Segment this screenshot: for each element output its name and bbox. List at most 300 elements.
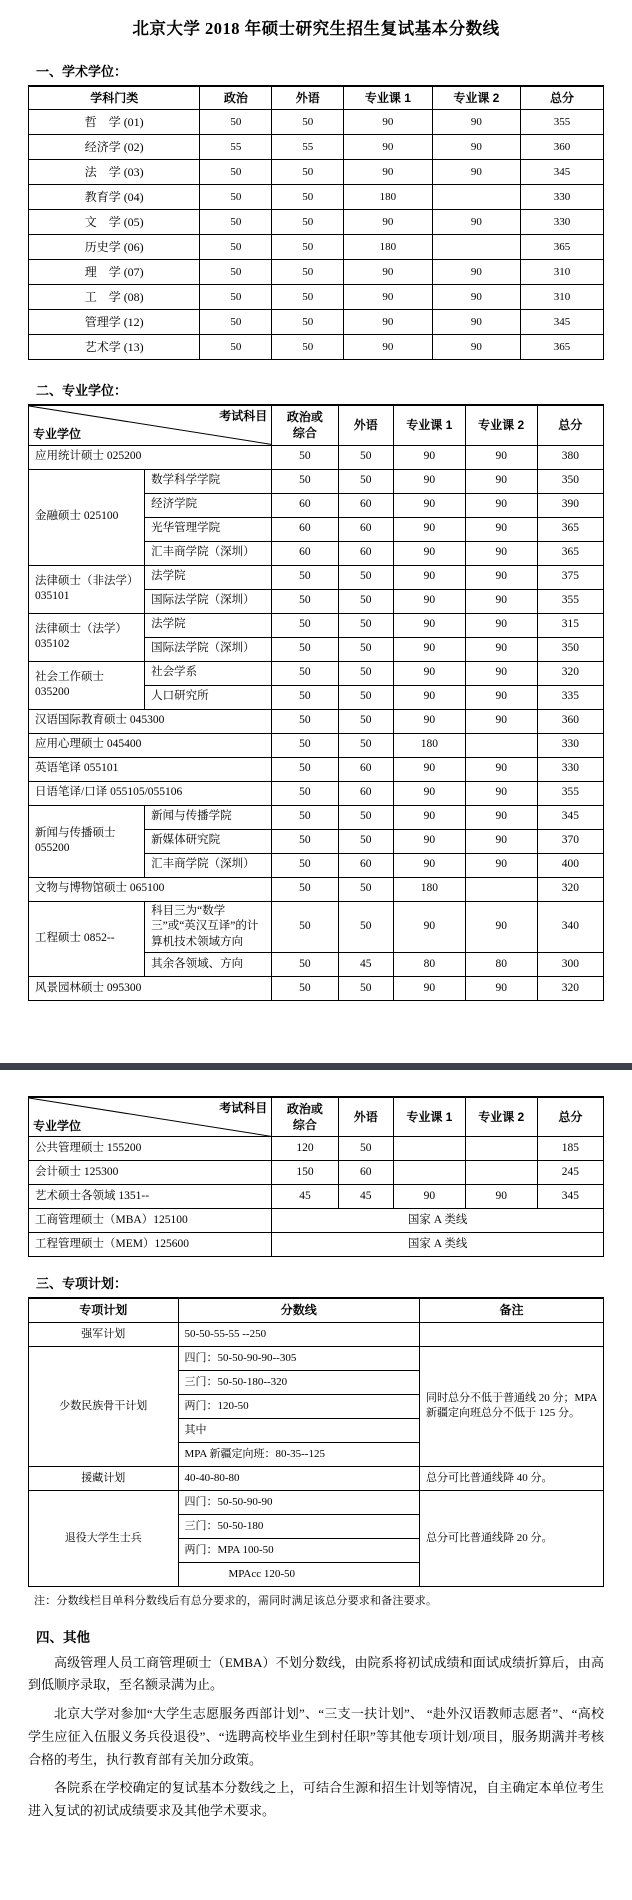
cell-zy2: 90 xyxy=(465,637,537,661)
table-row xyxy=(29,781,604,805)
cell-school: 社会学系 xyxy=(145,661,272,685)
cell-subject: 工 学 (08) xyxy=(29,285,200,310)
cell-zhengzhi: 50 xyxy=(272,637,338,661)
cell-school: 经济学院 xyxy=(145,493,272,517)
cell-zy1: 90 xyxy=(344,135,432,160)
section-4-heading: 四、其他 xyxy=(36,1629,90,1645)
col-major1: 专业课 1 xyxy=(393,1097,465,1137)
cell-total: 350 xyxy=(537,469,603,493)
col-subject: 学科门类 xyxy=(29,86,200,110)
cell-school: 其余各领域、方向 xyxy=(145,953,272,977)
cell-waiyu: 50 xyxy=(338,637,393,661)
cell-zy2: 90 xyxy=(465,1185,537,1209)
cell-zy2: 90 xyxy=(432,285,520,310)
table-row xyxy=(29,110,604,135)
cell-zy1: 90 xyxy=(344,210,432,235)
table-header-row xyxy=(29,86,604,110)
cell-waiyu: 50 xyxy=(272,110,344,135)
cell-waiyu: 50 xyxy=(272,210,344,235)
cell-zhengzhi: 50 xyxy=(272,589,338,613)
table-row xyxy=(29,977,604,1001)
cell-waiyu: 50 xyxy=(338,661,393,685)
cell-waiyu: 60 xyxy=(338,781,393,805)
cell-total: 320 xyxy=(537,977,603,1001)
col-total: 总分 xyxy=(537,405,603,445)
cell-zhengzhi: 50 xyxy=(272,977,338,1001)
cell-waiyu: 50 xyxy=(338,565,393,589)
cell-zy2 xyxy=(465,877,537,901)
cell-zhengzhi: 50 xyxy=(272,469,338,493)
cell-zhengzhi: 50 xyxy=(272,685,338,709)
cell-zy2: 80 xyxy=(465,953,537,977)
col-foreign: 外语 xyxy=(338,405,393,445)
cell-zhengzhi: 50 xyxy=(200,210,272,235)
other-paragraph-1: 高级管理人员工商管理硕士（EMBA）不划分数线，由院系将初试成绩和面试成绩折算后，由高到低顺序录取，至名额录满为止。 xyxy=(28,1654,604,1693)
cell-zhengzhi: 60 xyxy=(272,493,338,517)
cell-total: 355 xyxy=(537,781,603,805)
table-row xyxy=(29,1233,604,1257)
table-row xyxy=(29,1466,604,1490)
table-row xyxy=(29,160,604,185)
col-politics-line1: 政治或 xyxy=(286,410,323,425)
cell-zhengzhi: 55 xyxy=(200,135,272,160)
cell-zhengzhi: 50 xyxy=(272,853,338,877)
table-row xyxy=(29,805,604,829)
table-row xyxy=(29,757,604,781)
cell-zhengzhi: 50 xyxy=(272,953,338,977)
cell-zy1: 180 xyxy=(344,185,432,210)
cell-school: 数学科学学院 xyxy=(145,469,272,493)
cell-zhengzhi: 60 xyxy=(272,517,338,541)
table-footnote: 注：分数线栏目单科分数线后有总分要求的，需同时满足该总分要求和备注要求。 xyxy=(34,1594,438,1607)
col-foreign: 外语 xyxy=(338,1097,393,1137)
cell-zy1: 90 xyxy=(393,709,465,733)
cell-total: 300 xyxy=(537,953,603,977)
cell-zy1: 90 xyxy=(344,260,432,285)
table-row xyxy=(29,877,604,901)
cell-total: 365 xyxy=(537,541,603,565)
cell-zy1: 80 xyxy=(393,953,465,977)
cell-score-line: 两门：120-50 xyxy=(178,1394,420,1418)
table-row xyxy=(29,1209,604,1233)
cell-total: 365 xyxy=(521,235,604,260)
cell-plan-name: 援藏计划 xyxy=(29,1466,179,1490)
cell-subject: 管理学 (12) xyxy=(29,310,200,335)
cell-zy1: 180 xyxy=(344,235,432,260)
cell-zy1: 90 xyxy=(393,685,465,709)
col-politics: 政治 xyxy=(200,86,272,110)
cell-total: 330 xyxy=(521,210,604,235)
cell-degree-name: 日语笔译/口译 055105/055106 xyxy=(29,781,272,805)
cell-score-line: MPA 新疆定向班：80-35--125 xyxy=(178,1442,420,1466)
table-row xyxy=(29,135,604,160)
section-1-heading: 一、学术学位： xyxy=(36,64,128,79)
cell-plan-name: 少数民族骨干计划 xyxy=(29,1346,179,1466)
cell-waiyu: 55 xyxy=(272,135,344,160)
cell-waiyu: 50 xyxy=(338,709,393,733)
cell-zy2: 90 xyxy=(465,493,537,517)
page-separator xyxy=(0,1063,632,1070)
col-politics xyxy=(272,1097,338,1137)
cell-zy2: 90 xyxy=(432,260,520,285)
cell-zhengzhi: 50 xyxy=(272,613,338,637)
exam-subject-label: 考试科目 xyxy=(219,409,268,424)
table-row xyxy=(29,335,604,360)
cell-degree-name: 汉语国际教育硕士 045300 xyxy=(29,709,272,733)
cell-school: 科目三为“数学三”或“英汉互译”的计算机技术领域方向 xyxy=(145,901,272,953)
cell-zy2: 90 xyxy=(465,565,537,589)
cell-zhengzhi: 50 xyxy=(200,110,272,135)
cell-zy2: 90 xyxy=(465,781,537,805)
cell-total: 330 xyxy=(521,185,604,210)
table-header-row xyxy=(29,1097,604,1137)
cell-zy1: 90 xyxy=(393,589,465,613)
cell-waiyu: 60 xyxy=(338,1161,393,1185)
col-politics-line2: 综合 xyxy=(292,1118,317,1133)
cell-school: 法学院 xyxy=(145,613,272,637)
cell-subject: 历史学 (06) xyxy=(29,235,200,260)
cell-plan-name: 退役大学生士兵 xyxy=(29,1490,179,1586)
cell-zhengzhi: 50 xyxy=(272,757,338,781)
page-title: 北京大学 2018 年硕士研究生招生复试基本分数线 xyxy=(132,19,500,38)
col-politics-line1: 政治或 xyxy=(286,1102,323,1117)
cell-waiyu: 50 xyxy=(338,445,393,469)
col-major2: 专业课 2 xyxy=(432,86,520,110)
table-row xyxy=(29,445,604,469)
cell-total: 375 xyxy=(537,565,603,589)
cell-waiyu: 50 xyxy=(338,1137,393,1161)
cell-waiyu: 50 xyxy=(338,829,393,853)
cell-zy2: 90 xyxy=(465,613,537,637)
col-total: 总分 xyxy=(537,1097,603,1137)
cell-degree-name: 工程硕士 0852-- xyxy=(29,901,145,977)
cell-score-line: 三门：50-50-180--320 xyxy=(178,1370,420,1394)
cell-zy1: 90 xyxy=(393,757,465,781)
cell-zy2: 90 xyxy=(432,210,520,235)
professional-degree-table xyxy=(28,404,604,1001)
cell-school: 人口研究所 xyxy=(145,685,272,709)
cell-zy1: 90 xyxy=(344,160,432,185)
cell-zy2: 90 xyxy=(465,661,537,685)
cell-total: 345 xyxy=(521,160,604,185)
col-politics-line2: 综合 xyxy=(292,426,317,441)
table-row xyxy=(29,1322,604,1346)
cell-zhengzhi: 50 xyxy=(200,310,272,335)
cell-zy1: 90 xyxy=(393,517,465,541)
cell-degree-name: 公共管理硕士 155200 xyxy=(29,1137,272,1161)
col-foreign: 外语 xyxy=(272,86,344,110)
diagonal-header-cell xyxy=(29,1097,272,1137)
cell-total: 390 xyxy=(537,493,603,517)
cell-score-line: 两门：MPA 100-50 xyxy=(178,1538,420,1562)
col-politics xyxy=(272,405,338,445)
table-header-row xyxy=(29,1298,604,1322)
cell-score-line: 其中 xyxy=(178,1418,420,1442)
cell-zhengzhi: 50 xyxy=(272,733,338,757)
section-3-heading: 三、专项计划： xyxy=(36,1276,128,1292)
cell-zy1: 90 xyxy=(393,541,465,565)
cell-zy1: 90 xyxy=(344,110,432,135)
cell-zy2: 90 xyxy=(465,445,537,469)
academic-degree-table xyxy=(28,85,604,360)
cell-zhengzhi: 50 xyxy=(272,445,338,469)
cell-degree-name: 工程管理硕士（MEM）125600 xyxy=(29,1233,272,1257)
cell-merged-value: 国家 A 类线 xyxy=(272,1233,604,1257)
cell-school: 法学院 xyxy=(145,565,272,589)
cell-zhengzhi: 50 xyxy=(272,709,338,733)
cell-zy2: 90 xyxy=(465,829,537,853)
cell-waiyu: 50 xyxy=(338,805,393,829)
cell-zhengzhi: 150 xyxy=(272,1161,338,1185)
cell-total: 350 xyxy=(537,637,603,661)
cell-waiyu: 50 xyxy=(338,977,393,1001)
cell-zhengzhi: 50 xyxy=(200,285,272,310)
cell-degree-name: 金融硕士 025100 xyxy=(29,469,145,565)
col-score: 分数线 xyxy=(178,1298,420,1322)
cell-waiyu: 50 xyxy=(338,613,393,637)
cell-zhengzhi: 60 xyxy=(272,541,338,565)
table-row xyxy=(29,901,604,953)
table-row xyxy=(29,1185,604,1209)
cell-waiyu: 60 xyxy=(338,541,393,565)
cell-total: 370 xyxy=(537,829,603,853)
cell-zy1: 90 xyxy=(393,661,465,685)
professional-degree-label: 专业学位 xyxy=(33,1119,82,1134)
cell-waiyu: 50 xyxy=(338,469,393,493)
exam-subject-label: 考试科目 xyxy=(219,1101,268,1116)
cell-merged-value: 国家 A 类线 xyxy=(272,1209,604,1233)
cell-zhengzhi: 50 xyxy=(200,160,272,185)
cell-zy1: 90 xyxy=(393,493,465,517)
cell-zhengzhi: 50 xyxy=(272,877,338,901)
cell-total: 320 xyxy=(537,877,603,901)
special-program-table xyxy=(28,1297,604,1586)
cell-degree-name: 工商管理硕士（MBA）125100 xyxy=(29,1209,272,1233)
cell-subject: 文 学 (05) xyxy=(29,210,200,235)
cell-zhengzhi: 50 xyxy=(272,781,338,805)
cell-score-line: MPAcc 120-50 xyxy=(178,1562,420,1586)
cell-total: 380 xyxy=(537,445,603,469)
col-plan: 专项计划 xyxy=(29,1298,179,1322)
cell-note xyxy=(420,1322,604,1346)
other-paragraph-2: 北京大学对参加“大学生志愿服务西部计划”、“三支一扶计划”、 “赴外汉语教师志愿者”、“高校学生应征入伍服义务兵役退役”、“选聘高校毕业生到村任职”等其他专项计划/项目，服务期满并考核合格的考生，执行教育部有关加分政策。 xyxy=(28,1706,604,1767)
cell-school: 新媒体研究院 xyxy=(145,829,272,853)
cell-subject: 理 学 (07) xyxy=(29,260,200,285)
cell-waiyu: 50 xyxy=(272,335,344,360)
cell-zy2 xyxy=(465,733,537,757)
cell-degree-name: 英语笔译 055101 xyxy=(29,757,272,781)
cell-zy2 xyxy=(465,1137,537,1161)
col-major2: 专业课 2 xyxy=(465,405,537,445)
cell-zy1: 90 xyxy=(393,469,465,493)
cell-total: 365 xyxy=(537,517,603,541)
cell-zy2: 90 xyxy=(432,310,520,335)
cell-zy1: 90 xyxy=(393,977,465,1001)
cell-zy1: 90 xyxy=(393,853,465,877)
cell-waiyu: 50 xyxy=(272,310,344,335)
professional-degree-table-continued xyxy=(28,1096,604,1257)
cell-score-line: 四门：50-50-90-90--305 xyxy=(178,1346,420,1370)
col-major1: 专业课 1 xyxy=(393,405,465,445)
cell-total: 355 xyxy=(537,589,603,613)
cell-zy2: 90 xyxy=(432,135,520,160)
cell-zy1: 90 xyxy=(393,829,465,853)
cell-waiyu: 50 xyxy=(272,160,344,185)
cell-school: 国际法学院（深圳） xyxy=(145,589,272,613)
cell-zy1: 90 xyxy=(393,445,465,469)
cell-score-line: 50-50-55-55 --250 xyxy=(178,1322,420,1346)
cell-zy1: 90 xyxy=(393,565,465,589)
cell-waiyu: 45 xyxy=(338,1185,393,1209)
cell-zhengzhi: 50 xyxy=(272,661,338,685)
cell-zhengzhi: 50 xyxy=(272,805,338,829)
cell-degree-name: 艺术硕士各领域 1351-- xyxy=(29,1185,272,1209)
cell-zhengzhi: 120 xyxy=(272,1137,338,1161)
diagonal-header-cell xyxy=(29,405,272,445)
cell-degree-name: 社会工作硕士 035200 xyxy=(29,661,145,709)
table-row xyxy=(29,185,604,210)
table-row xyxy=(29,565,604,589)
cell-zy2: 90 xyxy=(465,709,537,733)
table-row xyxy=(29,733,604,757)
cell-zy2: 90 xyxy=(465,541,537,565)
cell-zy1: 90 xyxy=(344,310,432,335)
cell-zy2: 90 xyxy=(465,685,537,709)
cell-zy1: 90 xyxy=(393,781,465,805)
cell-waiyu: 50 xyxy=(272,185,344,210)
cell-zy2: 90 xyxy=(465,517,537,541)
table-row xyxy=(29,469,604,493)
cell-total: 400 xyxy=(537,853,603,877)
cell-waiyu: 60 xyxy=(338,517,393,541)
cell-waiyu: 60 xyxy=(338,757,393,781)
cell-zhengzhi: 50 xyxy=(200,185,272,210)
table-row xyxy=(29,709,604,733)
table-row xyxy=(29,1161,604,1185)
col-major2: 专业课 2 xyxy=(465,1097,537,1137)
cell-total: 245 xyxy=(537,1161,603,1185)
cell-total: 330 xyxy=(537,757,603,781)
cell-zy1: 90 xyxy=(393,1185,465,1209)
cell-total: 345 xyxy=(537,1185,603,1209)
cell-subject: 法 学 (03) xyxy=(29,160,200,185)
cell-zy1: 90 xyxy=(393,901,465,953)
cell-degree-name: 应用统计硕士 025200 xyxy=(29,445,272,469)
cell-waiyu: 60 xyxy=(338,493,393,517)
other-paragraph-3: 各院系在学校确定的复试基本分数线之上，可结合生源和招生计划等情况，自主确定本单位考生进入复试的初试成绩要求及其他学术要求。 xyxy=(28,1780,604,1819)
cell-zy1: 180 xyxy=(393,877,465,901)
cell-zhengzhi: 50 xyxy=(200,335,272,360)
cell-zhengzhi: 50 xyxy=(200,260,272,285)
cell-subject: 艺术学 (13) xyxy=(29,335,200,360)
cell-total: 330 xyxy=(537,733,603,757)
cell-zy2 xyxy=(432,235,520,260)
table-row xyxy=(29,613,604,637)
spacer xyxy=(28,1070,604,1096)
cell-zy1: 90 xyxy=(393,613,465,637)
cell-plan-name: 强军计划 xyxy=(29,1322,179,1346)
cell-zy2: 90 xyxy=(432,160,520,185)
table-row xyxy=(29,235,604,260)
cell-degree-name: 会计硕士 125300 xyxy=(29,1161,272,1185)
cell-zy1: 180 xyxy=(393,733,465,757)
cell-score-line: 三门：50-50-180 xyxy=(178,1514,420,1538)
cell-note: 总分可比普通线降 40 分。 xyxy=(420,1466,604,1490)
cell-total: 345 xyxy=(537,805,603,829)
cell-score-line: 四门：50-50-90-90 xyxy=(178,1490,420,1514)
cell-zy1: 90 xyxy=(393,637,465,661)
professional-degree-label: 专业学位 xyxy=(33,427,82,442)
cell-school: 汇丰商学院（深圳） xyxy=(145,853,272,877)
cell-total: 365 xyxy=(521,335,604,360)
cell-zhengzhi: 45 xyxy=(272,1185,338,1209)
cell-total: 340 xyxy=(537,901,603,953)
cell-degree-name: 法律硕士（法学）035102 xyxy=(29,613,145,661)
cell-waiyu: 50 xyxy=(338,685,393,709)
table-row xyxy=(29,1346,604,1370)
cell-zy2: 90 xyxy=(465,589,537,613)
cell-zy1 xyxy=(393,1161,465,1185)
table-header-row xyxy=(29,405,604,445)
table-row xyxy=(29,260,604,285)
cell-note: 总分可比普通线降 20 分。 xyxy=(420,1490,604,1586)
cell-total: 185 xyxy=(537,1137,603,1161)
cell-waiyu: 50 xyxy=(272,285,344,310)
cell-total: 360 xyxy=(537,709,603,733)
table-row xyxy=(29,1490,604,1514)
cell-total: 355 xyxy=(521,110,604,135)
cell-school: 新闻与传播学院 xyxy=(145,805,272,829)
cell-waiyu: 60 xyxy=(338,853,393,877)
cell-school: 光华管理学院 xyxy=(145,517,272,541)
cell-subject: 教育学 (04) xyxy=(29,185,200,210)
cell-zhengzhi: 50 xyxy=(200,235,272,260)
cell-zy1 xyxy=(393,1137,465,1161)
cell-waiyu: 45 xyxy=(338,953,393,977)
cell-waiyu: 50 xyxy=(338,589,393,613)
cell-degree-name: 应用心理硕士 045400 xyxy=(29,733,272,757)
cell-waiyu: 50 xyxy=(272,260,344,285)
cell-score-line: 40-40-80-80 xyxy=(178,1466,420,1490)
cell-zy2: 90 xyxy=(465,469,537,493)
cell-zhengzhi: 50 xyxy=(272,829,338,853)
cell-waiyu: 50 xyxy=(338,733,393,757)
cell-subject: 哲 学 (01) xyxy=(29,110,200,135)
cell-total: 310 xyxy=(521,260,604,285)
section-2-heading: 二、专业学位： xyxy=(36,383,128,399)
cell-zy2: 90 xyxy=(465,901,537,953)
cell-zy2: 90 xyxy=(465,853,537,877)
cell-waiyu: 50 xyxy=(272,235,344,260)
cell-zy2: 90 xyxy=(465,977,537,1001)
cell-zy1: 90 xyxy=(344,335,432,360)
cell-total: 345 xyxy=(521,310,604,335)
document-page-2 xyxy=(0,1070,632,1823)
table-row xyxy=(29,310,604,335)
table-row xyxy=(29,285,604,310)
col-note: 备注 xyxy=(420,1298,604,1322)
cell-zy2 xyxy=(465,1161,537,1185)
table-row xyxy=(29,661,604,685)
col-total: 总分 xyxy=(521,86,604,110)
cell-zy1: 90 xyxy=(344,285,432,310)
cell-waiyu: 50 xyxy=(338,877,393,901)
cell-subject: 经济学 (02) xyxy=(29,135,200,160)
cell-degree-name: 法律硕士（非法学）035101 xyxy=(29,565,145,613)
cell-total: 315 xyxy=(537,613,603,637)
cell-degree-name: 新闻与传播硕士 055200 xyxy=(29,805,145,877)
cell-degree-name: 风景园林硕士 095300 xyxy=(29,977,272,1001)
